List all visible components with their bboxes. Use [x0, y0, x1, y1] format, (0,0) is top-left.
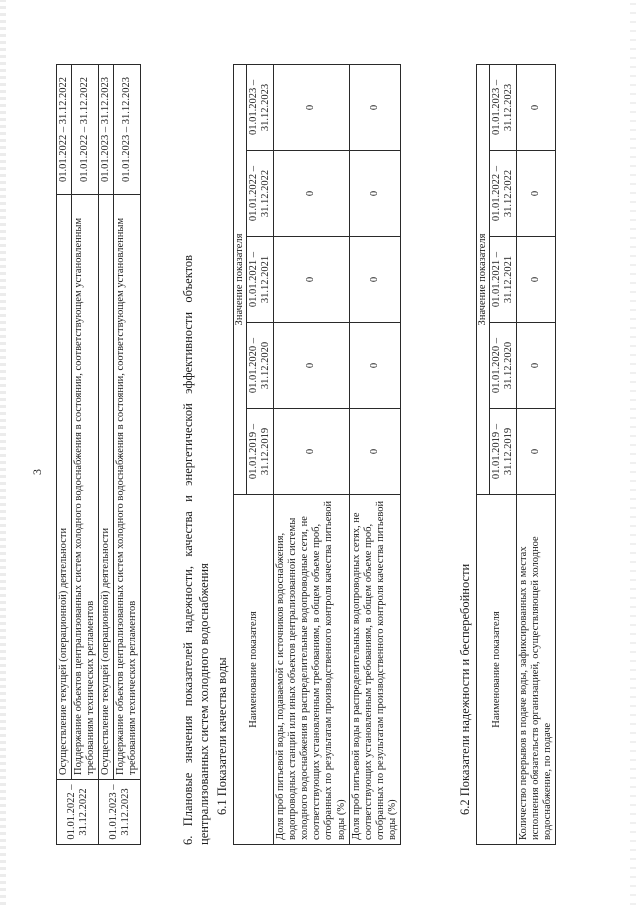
name-header: Наименование показателя — [477, 495, 517, 845]
scan-noise-bottom — [630, 0, 636, 905]
table-row — [517, 64, 556, 844]
table-header-row — [234, 64, 247, 844]
value-header: Значение показателя — [234, 64, 247, 494]
indicator-value: 0 — [349, 64, 400, 150]
table-row — [57, 65, 72, 845]
indicator-value: 0 — [517, 64, 556, 150]
indicator-value: 0 — [517, 237, 556, 323]
reliability-indicators-table — [476, 64, 556, 845]
measure-cell: Осуществление текущей (операционной) деятельности — [99, 195, 114, 780]
value-header: Значение показателя — [477, 64, 490, 494]
table-header-row — [477, 64, 490, 844]
indicator-value: 0 — [349, 237, 400, 323]
indicator-name: Доля проб питьевой воды, подаваемой с источников водоснабжения, водопроводных станций или иных объектов централизованной системы холодного водоснабжения в распределительные водопроводные сети, не соответствующих установленным требованиям, в общем объеме проб, отобранных по результатам производственного контроля качества питьевой воды (%) — [274, 495, 349, 845]
period-header: 01.01.2023 – 31.12.2023 — [490, 64, 517, 150]
period-cell: 01.01.2023 – 31.12.2023 — [99, 780, 141, 845]
plan-period-table — [56, 64, 141, 845]
measure-cell: Поддержание объектов централизованных систем холодного водоснабжения в состоянии, соответствующем установленным требованиям технических регламентов — [114, 195, 141, 780]
period-header: 01.01.2019 – 31.12.2019 — [247, 409, 274, 495]
indicator-value: 0 — [274, 323, 349, 409]
indicator-value: 0 — [274, 64, 349, 150]
subsection-6-2-title: 6.2 Показатели надежности и бесперебойности — [458, 563, 472, 815]
section-6-heading-line2: централизованных систем холодного водоснабжения — [197, 563, 212, 845]
period-header: 01.01.2020 – 31.12.2020 — [247, 323, 274, 409]
indicator-value: 0 — [274, 409, 349, 495]
period-cell: 01.01.2022 – 31.12.2022 — [57, 780, 99, 845]
indicator-value: 0 — [517, 409, 556, 495]
period-header: 01.01.2022 – 31.12.2022 — [490, 151, 517, 237]
period-header: 01.01.2021 – 31.12.2021 — [247, 237, 274, 323]
indicator-value: 0 — [274, 237, 349, 323]
period-header: 01.01.2020 – 31.12.2020 — [490, 323, 517, 409]
period-header: 01.01.2019 – 31.12.2019 — [490, 409, 517, 495]
indicator-name: Доля проб питьевой воды в распределительных водопроводных сетях, не соответствующих установленным требованиям, в общем объеме проб, отобранных по результатам производственного контроля качества питьевой воды (%) — [349, 495, 400, 845]
section-6-heading — [180, 45, 213, 845]
indicator-value: 0 — [517, 323, 556, 409]
indicator-value: 0 — [349, 323, 400, 409]
indicator-value: 0 — [349, 409, 400, 495]
indicator-name: Количество перерывов в подаче воды, зафиксированных в местах исполнения обязательств организацией, осуществляющей холодное водоснабжение, по подаче — [517, 495, 556, 845]
table-row — [114, 65, 141, 845]
quality-indicators-table — [233, 64, 401, 845]
table-row — [99, 65, 114, 845]
range-cell: 01.01.2023 – 31.12.2023 — [99, 65, 114, 195]
measure-cell: Поддержание объектов централизованных систем холодного водоснабжения в состоянии, соответствующем установленным требованиям технических регламентов — [72, 195, 99, 780]
page-number: 3 — [30, 469, 44, 475]
range-cell: 01.01.2022 – 31.12.2022 — [72, 65, 99, 195]
subsection-6-1-title: 6.1 Показатели качества воды — [215, 657, 229, 815]
name-header: Наименование показателя — [234, 495, 274, 845]
period-header: 01.01.2021 – 31.12.2021 — [490, 237, 517, 323]
indicator-value: 0 — [517, 151, 556, 237]
indicator-value: 0 — [274, 151, 349, 237]
section-6-heading-line1: 6. Плановые значения показателей надежности, качества и энергетической эффективности объектов — [181, 254, 195, 845]
table-row — [274, 64, 349, 844]
table-row — [349, 64, 400, 844]
range-cell: 01.01.2023 – 31.12.2023 — [114, 65, 141, 195]
period-header: 01.01.2022 – 31.12.2022 — [247, 151, 274, 237]
measure-cell: Осуществление текущей (операционной) деятельности — [57, 195, 72, 780]
indicator-value: 0 — [349, 151, 400, 237]
table-row — [72, 65, 99, 845]
scan-noise-top — [0, 0, 6, 905]
range-cell: 01.01.2022 – 31.12.2022 — [57, 65, 72, 195]
period-header: 01.01.2023 – 31.12.2023 — [247, 64, 274, 150]
